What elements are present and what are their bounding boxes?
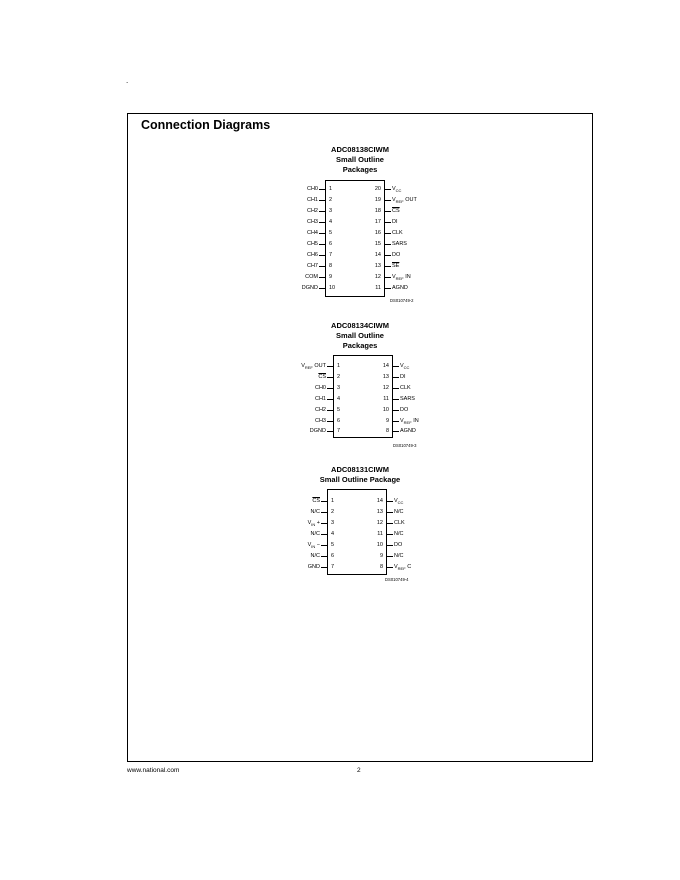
- pin-label-right: [400, 417, 419, 427]
- pin-number-left: 3: [329, 208, 333, 214]
- pin-number-left: 2: [331, 509, 335, 515]
- pin-label-right: [394, 552, 403, 560]
- pin-label-left: [315, 417, 326, 425]
- pin-label-right: [392, 207, 400, 215]
- pin-number-right: 8: [385, 428, 389, 435]
- pin-label-right-name: V: [392, 274, 396, 280]
- pin-number-left: 5: [331, 542, 335, 548]
- pin-label-left: [318, 373, 326, 381]
- pin-row: [314, 405, 409, 416]
- pin-number-left: 1: [331, 498, 335, 504]
- pin-lead-right: [386, 556, 393, 557]
- pin-label-left: [307, 240, 318, 248]
- diagram-3-ds-ref: DS010749-4: [385, 577, 409, 582]
- pin-label-right-name: N/C: [394, 509, 404, 515]
- pin-label-right-name: DI: [400, 373, 406, 380]
- pin-label-right-suffix: IN: [403, 274, 411, 280]
- pin-label-left-suffix: +: [315, 520, 320, 526]
- pin-label-right-name: N/C: [394, 531, 404, 537]
- pin-number-left: 7: [331, 564, 335, 570]
- pin-lead-left: [327, 421, 334, 422]
- pin-lead-left: [321, 523, 328, 524]
- pin-number-left: 3: [331, 520, 335, 526]
- pin-lead-right: [384, 200, 391, 201]
- pin-lead-right: [384, 189, 391, 190]
- pin-label-right: [392, 229, 403, 237]
- pin-number-right: 20: [374, 186, 381, 192]
- pin-label-left-subscript: IN: [311, 522, 316, 528]
- pin-label-right: [394, 530, 403, 538]
- pin-label-left-name: CH3: [306, 219, 318, 225]
- pin-number-right: 9: [379, 553, 383, 559]
- pin-label-left: [315, 406, 326, 414]
- pin-label-right: [392, 284, 408, 292]
- pin-number-right: 14: [374, 252, 381, 258]
- pin-number-left: 5: [329, 230, 333, 236]
- pin-lead-right: [392, 421, 399, 422]
- pin-lead-left: [321, 512, 328, 513]
- pin-lead-left: [319, 222, 326, 223]
- pin-label-left-name: CH3: [314, 417, 326, 424]
- pin-lead-right: [386, 523, 393, 524]
- pin-lead-right: [384, 244, 391, 245]
- pin-label-left: [311, 508, 320, 516]
- pin-lead-left: [327, 431, 334, 432]
- pin-label-right-suffix: OUT: [403, 197, 417, 203]
- pin-number-left: 3: [337, 384, 341, 391]
- pin-number-right: 10: [376, 542, 383, 548]
- chip-adc08138: [301, 180, 417, 297]
- pin-label-right: [394, 519, 405, 527]
- pin-lead-right: [392, 399, 399, 400]
- pin-lead-left: [327, 377, 334, 378]
- pin-number-left: 8: [329, 263, 333, 269]
- pin-label-left-name: CH5: [306, 241, 318, 247]
- pin-label-left-name: CH1: [314, 395, 326, 402]
- diagram-2-title-package: Small Outline: [336, 331, 384, 340]
- diagram-3-title-part: ADC08131CIWM: [331, 465, 389, 474]
- diagram-2-ds-ref: DS010749-3: [393, 443, 417, 448]
- pin-label-right-name: CLK: [392, 230, 403, 236]
- pin-lead-left: [319, 266, 326, 267]
- pin-row: [314, 394, 415, 405]
- pin-label-left-subscript: REF: [304, 365, 313, 371]
- pin-lead-right: [384, 288, 391, 289]
- chip-adc08131: [307, 489, 412, 575]
- pin-label-left: [311, 552, 320, 560]
- pin-label-right-name: SARS: [392, 241, 407, 247]
- pin-label-right-subscript: REF: [403, 419, 412, 425]
- pin-number-right: 13: [376, 509, 383, 515]
- pin-label-right-name: $\overline{CS}$: [392, 208, 400, 214]
- pin-label-left: [307, 196, 318, 204]
- pin-row: [306, 239, 407, 250]
- pin-number-right: 19: [374, 197, 381, 203]
- pin-number-left: 7: [337, 428, 341, 435]
- pin-label-left: [301, 362, 326, 372]
- pin-label-left: [305, 273, 318, 281]
- pin-number-left: 4: [331, 531, 335, 537]
- pin-lead-left: [319, 244, 326, 245]
- pin-label-right-name: V: [392, 197, 396, 203]
- pin-label-left: [315, 395, 326, 403]
- pin-label-left: [312, 497, 320, 505]
- pin-row: [310, 507, 404, 518]
- pin-number-right: 8: [379, 564, 383, 570]
- pin-row: [314, 416, 419, 427]
- pin-label-left-name: COM: [305, 274, 318, 280]
- pin-label-right-name: DO: [400, 406, 409, 413]
- pin-label-left-suffix: −: [315, 542, 320, 548]
- pin-number-left: 1: [329, 186, 333, 192]
- pin-label-right-name: N/C: [394, 553, 404, 559]
- pin-label-right: [394, 563, 411, 573]
- pin-lead-left: [319, 288, 326, 289]
- diagram-1-title-package: Small Outline: [336, 155, 384, 164]
- pin-label-right-name: CLK: [400, 384, 411, 391]
- pin-number-right: 14: [382, 363, 389, 369]
- pin-label-right-name: DI: [392, 219, 398, 225]
- pin-label-right: [392, 240, 407, 248]
- pin-lead-right: [384, 277, 391, 278]
- pin-label-right: [394, 497, 403, 507]
- pin-lead-right: [392, 431, 399, 432]
- pin-lead-left: [327, 399, 334, 400]
- pin-label-left-name: CH2: [306, 208, 318, 214]
- pin-number-left: 6: [331, 553, 335, 559]
- pin-label-right: [392, 262, 399, 270]
- pin-label-left-name: CH4: [306, 230, 318, 236]
- pin-row: [306, 261, 400, 272]
- pin-label-left-name: $\overline{CS}$: [312, 498, 320, 504]
- pin-label-right-subscript: REF: [395, 276, 404, 282]
- pin-number-right: 12: [376, 520, 383, 526]
- pin-row: [301, 361, 410, 372]
- pin-lead-right: [392, 377, 399, 378]
- pin-number-left: 7: [329, 252, 333, 258]
- pin-label-left: [310, 427, 326, 435]
- pin-label-left: [311, 530, 320, 538]
- pin-label-left: [307, 262, 318, 270]
- pin-number-left: 9: [329, 274, 333, 280]
- pin-label-left: [308, 541, 320, 551]
- pin-number-right: 16: [374, 230, 381, 236]
- pin-number-left: 10: [329, 285, 336, 291]
- pin-label-left-name: CH0: [314, 384, 326, 391]
- pin-lead-left: [321, 545, 328, 546]
- pin-label-left-name: CH7: [306, 263, 318, 269]
- pin-lead-right: [384, 211, 391, 212]
- chip-adc08134: [301, 355, 419, 438]
- pin-label-right-name: SARS: [400, 395, 415, 402]
- pin-lead-right: [392, 410, 399, 411]
- pin-label-right: [400, 395, 415, 403]
- pin-row: [306, 195, 417, 206]
- pin-label-left-name: V: [307, 542, 312, 548]
- pin-label-right: [400, 406, 408, 414]
- pin-label-right-name: V: [392, 186, 396, 192]
- pin-row: [307, 540, 403, 551]
- pin-number-right: 11: [383, 395, 389, 402]
- pin-label-left: [307, 207, 318, 215]
- pin-row: [310, 551, 404, 562]
- pin-label-left-name: N/C: [310, 509, 320, 515]
- pin-number-left: 2: [329, 197, 333, 203]
- pin-label-left: [307, 229, 318, 237]
- pin-row: [306, 206, 400, 217]
- pin-number-left: 4: [329, 219, 333, 225]
- page-mark: .: [126, 76, 129, 85]
- pin-lead-left: [319, 255, 326, 256]
- section-title: Connection Diagrams: [141, 118, 271, 132]
- pin-row: [310, 529, 404, 540]
- pin-number-left: 5: [337, 406, 341, 413]
- pin-label-right: [400, 362, 409, 372]
- pin-number-right: 15: [374, 241, 381, 247]
- pin-label-left-name: DGND: [301, 285, 318, 291]
- pin-row: [309, 426, 416, 437]
- pin-row: [306, 217, 398, 228]
- pin-lead-left: [321, 534, 328, 535]
- pin-label-left-name: N/C: [310, 553, 320, 559]
- pin-label-left-suffix: OUT: [312, 363, 326, 369]
- diagram-2-title: [280, 321, 440, 351]
- pin-label-left: [307, 251, 318, 259]
- pin-label-left: [308, 563, 320, 571]
- pin-label-right-name: V: [400, 417, 404, 424]
- pin-lead-left: [327, 410, 334, 411]
- pin-number-right: 14: [376, 498, 383, 504]
- pin-number-right: 10: [382, 406, 389, 413]
- pin-label-left-name: DGND: [309, 428, 326, 435]
- pin-row: [301, 283, 408, 294]
- pin-label-left: [315, 384, 326, 392]
- diagram-1-title: [280, 145, 440, 175]
- pin-label-left-name: CH6: [306, 252, 318, 258]
- pin-number-right: 12: [382, 384, 389, 391]
- pin-label-left: [307, 185, 318, 193]
- pin-row: [318, 372, 406, 383]
- pin-label-left-name: N/C: [310, 531, 320, 537]
- pin-lead-right: [384, 233, 391, 234]
- pin-label-left-name: V: [301, 363, 305, 369]
- pin-row: [306, 250, 401, 261]
- pin-label-right: [400, 384, 411, 392]
- pin-lead-right: [392, 388, 399, 389]
- pin-lead-left: [327, 388, 334, 389]
- pin-lead-right: [386, 534, 393, 535]
- diagram-3-title: [280, 465, 440, 485]
- pin-number-right: 17: [374, 219, 381, 225]
- pin-label-right-name: V: [394, 564, 398, 570]
- pin-label-right: [392, 273, 411, 283]
- pin-lead-right: [386, 512, 393, 513]
- pin-label-right: [394, 508, 403, 516]
- pin-lead-left: [327, 366, 334, 367]
- pin-label-right: [394, 541, 402, 549]
- pin-number-right: 9: [385, 417, 389, 424]
- pin-number-left: 1: [337, 363, 341, 369]
- pin-number-right: 11: [377, 531, 383, 537]
- pin-lead-right: [386, 545, 393, 546]
- pin-row: [306, 184, 402, 195]
- pin-row: [306, 228, 403, 239]
- pin-label-right-name: CLK: [394, 520, 405, 526]
- pin-number-left: 2: [337, 373, 341, 380]
- pin-label-left: [302, 284, 318, 292]
- pin-number-right: 13: [382, 373, 389, 380]
- pin-label-left-subscript: IN: [311, 544, 316, 550]
- pin-label-right: [392, 218, 398, 226]
- pin-number-left: 6: [329, 241, 333, 247]
- pin-lead-right: [386, 501, 393, 502]
- pin-row: [305, 272, 411, 283]
- pin-lead-left: [319, 233, 326, 234]
- pin-label-right-name: AGND: [400, 428, 416, 435]
- page-number: 2: [357, 767, 361, 774]
- pin-lead-right: [384, 255, 391, 256]
- pin-number-right: 13: [374, 263, 381, 269]
- pin-label-right-subscript: CC: [397, 500, 404, 506]
- diagram-1-title-part: ADC08138CIWM: [331, 145, 389, 154]
- pin-lead-right: [386, 567, 393, 568]
- pin-label-left-name: CH1: [306, 197, 318, 203]
- pin-label-left-name: CH2: [314, 406, 326, 413]
- pin-label-right: [392, 251, 400, 259]
- pin-number-left: 6: [337, 417, 341, 424]
- pin-lead-left: [319, 211, 326, 212]
- pin-label-right: [392, 196, 417, 206]
- pin-lead-right: [384, 222, 391, 223]
- pin-label-left: [308, 519, 320, 529]
- pin-lead-left: [319, 200, 326, 201]
- pin-label-right-suffix: IN: [411, 417, 419, 424]
- pin-row: [307, 562, 412, 573]
- pin-lead-left: [321, 556, 328, 557]
- pin-label-right: [400, 373, 406, 381]
- pin-label-right-subscript: CC: [403, 365, 410, 371]
- pin-label-left-name: V: [307, 520, 312, 526]
- pin-label-right-name: $\overline{SE}$: [392, 263, 400, 269]
- pin-lead-right: [384, 266, 391, 267]
- pin-label-right-name: DO: [394, 542, 403, 548]
- pin-lead-left: [321, 567, 328, 568]
- pin-label-right-name: V: [400, 363, 404, 369]
- pin-label-right-name: AGND: [392, 285, 408, 291]
- pin-label-right-name: V: [394, 498, 398, 504]
- pin-lead-left: [319, 189, 326, 190]
- pin-label-right-subscript: REF: [395, 199, 404, 205]
- footer-url[interactable]: www.national.com: [127, 767, 180, 774]
- pin-label-left-name: GND: [307, 564, 320, 570]
- pin-label-right: [392, 185, 401, 195]
- pin-number-right: 11: [375, 285, 381, 291]
- diagram-1-title-packages: Packages: [342, 165, 378, 174]
- pin-lead-left: [321, 501, 328, 502]
- pin-row: [307, 518, 405, 529]
- pin-label-right-subscript: REF: [397, 566, 406, 572]
- pin-row: [314, 383, 411, 394]
- diagram-3-title-package: Small Outline Package: [319, 475, 401, 484]
- diagram-1-ds-ref: DS010749-2: [390, 298, 414, 303]
- pin-lead-right: [392, 366, 399, 367]
- pin-label-right: [400, 427, 416, 435]
- pin-label-right-subscript: CC: [395, 188, 402, 194]
- pin-label-left-name: $\overline{CS}$: [318, 373, 326, 380]
- pin-label-left: [307, 218, 318, 226]
- pin-number-left: 4: [337, 395, 341, 402]
- pin-label-left-name: CH0: [306, 186, 318, 192]
- pin-lead-left: [319, 277, 326, 278]
- pin-number-right: 18: [374, 208, 381, 214]
- pin-label-right-name: DO: [392, 252, 401, 258]
- pin-label-right-suffix: C: [405, 564, 412, 570]
- diagram-2-title-part: ADC08134CIWM: [331, 321, 389, 330]
- diagram-2-title-packages: Packages: [342, 341, 378, 350]
- pin-number-right: 12: [374, 274, 381, 280]
- pin-row: [312, 496, 404, 507]
